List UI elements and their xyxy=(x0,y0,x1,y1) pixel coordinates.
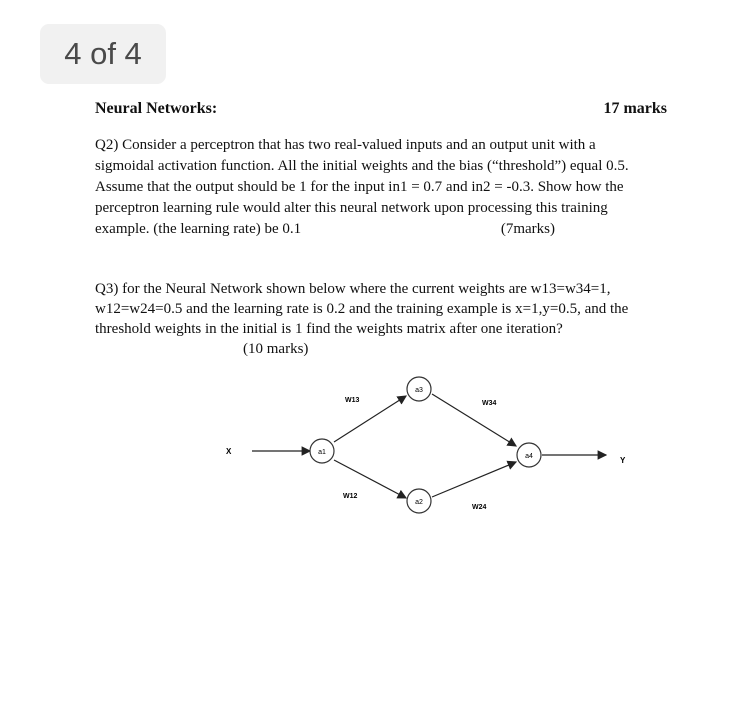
q2-line: example. (the learning rate) be 0.1 xyxy=(95,221,302,237)
edge-a3-a4 xyxy=(432,394,516,446)
node-a1-label: a1 xyxy=(318,449,326,456)
node-a3-label: a3 xyxy=(415,387,423,394)
q2-marks: (7marks) xyxy=(500,221,555,237)
edge-a2-a4 xyxy=(432,462,516,497)
question-2 xyxy=(95,135,695,240)
input-x-label: X xyxy=(226,447,232,456)
neural-network-diagram xyxy=(210,372,650,522)
q2-line: Q2) Consider a perceptron that has two real-valued inputs and an output unit with a xyxy=(95,137,596,153)
node-a2-label: a2 xyxy=(415,499,423,506)
section-header xyxy=(95,100,667,118)
q3-line: Q3) for the Neural Network shown below where the current weights are w13=w34=1, xyxy=(95,281,611,297)
q2-line: perceptron learning rule would alter this neural network upon processing this training xyxy=(95,200,608,216)
weight-w34-label: W34 xyxy=(482,400,497,407)
weight-w13-label: W13 xyxy=(345,397,360,404)
q2-last-line xyxy=(95,219,555,240)
q3-line: threshold weights in the initial is 1 find the weights matrix after one iteration? xyxy=(95,321,563,337)
section-title: Neural Networks: xyxy=(95,100,218,117)
question-3 xyxy=(95,279,695,359)
page-indicator: 4 of 4 xyxy=(40,24,166,84)
total-marks: 17 marks xyxy=(603,100,667,117)
weight-w24-label: W24 xyxy=(472,504,487,511)
node-a4-label: a4 xyxy=(525,453,533,460)
weight-w12-label: W12 xyxy=(343,493,358,500)
q3-marks: (10 marks) xyxy=(243,341,309,357)
output-y-label: Y xyxy=(620,456,626,465)
q2-line: sigmoidal activation function. All the initial weights and the bias (“threshold”) equal 0.5. xyxy=(95,158,629,174)
q3-line: w12=w24=0.5 and the learning rate is 0.2 and the training example is x=1,y=0.5, and the xyxy=(95,301,629,317)
q2-line: Assume that the output should be 1 for the input in1 = 0.7 and in2 = -0.3. Show how the xyxy=(95,179,624,195)
